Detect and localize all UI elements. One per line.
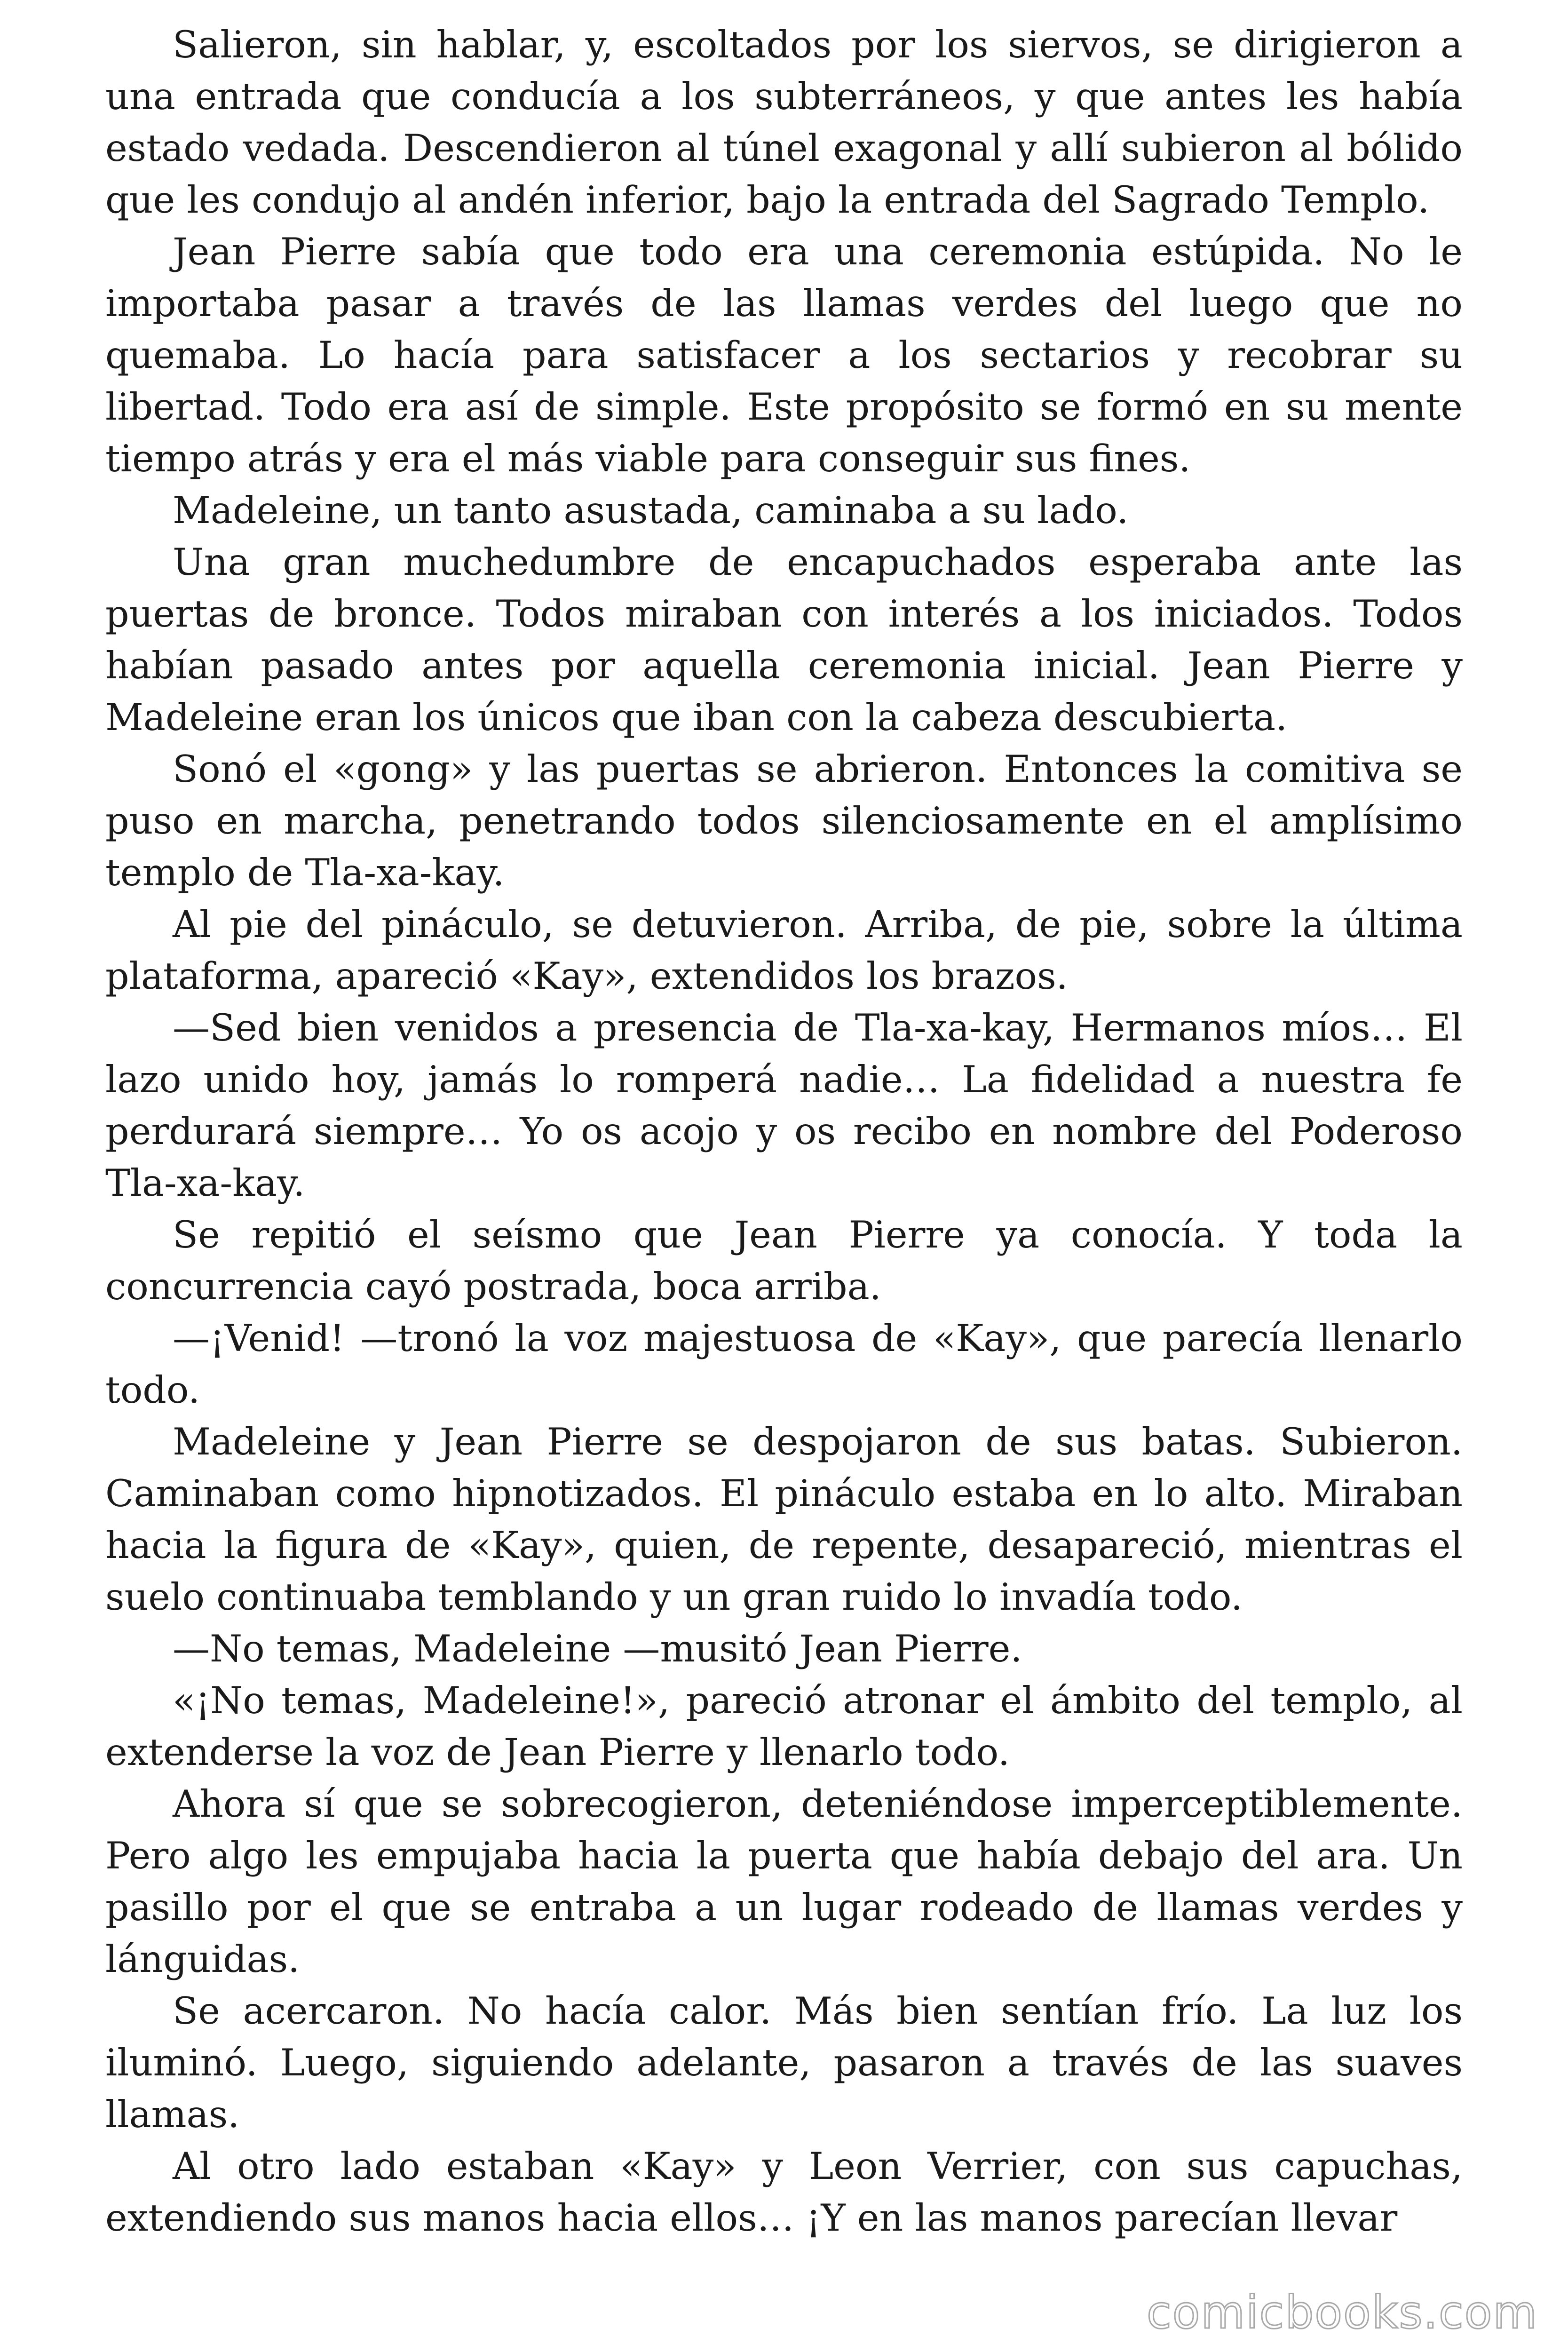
paragraph: Sonó el «gong» y las puertas se abrieron. Entonces la comitiva se puso en marcha, penetrando todos silenciosamente en el amplísimo templo de Tla-xa-kay. <box>105 747 1463 894</box>
paragraph: Se acercaron. No hacía calor. Más bien sentían frío. La luz los iluminó. Luego, siguiendo adelante, pasaron a través de las suaves llamas. <box>105 1989 1463 2136</box>
paragraph: Salieron, sin hablar, y, escoltados por los siervos, se dirigieron a una entrada que conducía a los subterráneos, y que antes les había estado vedada. Descendieron al túnel exagonal y allí subieron al bólido que les condujo al andén inferior, bajo la entrada del Sagrado Templo. <box>105 23 1463 222</box>
paragraph: Se repitió el seísmo que Jean Pierre ya conocía. Y toda la concurrencia cayó postrada, boca arriba. <box>105 1213 1463 1308</box>
paragraph: Una gran muchedumbre de encapuchados esperaba ante las puertas de bronce. Todos miraban con interés a los iniciados. Todos habían pasado antes por aquella ceremonia inicial. Jean Pierre y Madeleine eran los únicos que iban con la cabeza descubierta. <box>105 540 1463 739</box>
book-page-text <box>105 19 1463 2244</box>
watermark: comicbooks.com <box>1146 2286 1538 2339</box>
paragraph: Ahora sí que se sobrecogieron, deteniéndose imperceptiblemente. Pero algo les empujaba hacia la puerta que había debajo del ara. Un pasillo por el que se entraba a un lugar rodeado de llamas verdes y lánguidas. <box>105 1782 1463 1981</box>
paragraph: Al otro lado estaban «Kay» y Leon Verrier, con sus capuchas, extendiendo sus manos hacia ellos… ¡Y en las manos parecían llevar <box>105 2145 1463 2240</box>
paragraph: Jean Pierre sabía que todo era una ceremonia estúpida. No le importaba pasar a través de las llamas verdes del luego que no quemaba. Lo hacía para satisfacer a los sectarios y recobrar su libertad. Todo era así de simple. Este propósito se formó en su mente tiempo atrás y era el más viable para conseguir sus fines. <box>105 230 1463 480</box>
paragraph: «¡No temas, Madeleine!», pareció atronar el ámbito del templo, al extenderse la voz de Jean Pierre y llenarlo todo. <box>105 1679 1463 1774</box>
paragraph: Madeleine y Jean Pierre se despojaron de sus batas. Subieron. Caminaban como hipnotizados. El pináculo estaba en lo alto. Miraban hacia la figura de «Kay», quien, de repente, desapareció, mientras el suelo continuaba temblando y un gran ruido lo invadía todo. <box>105 1420 1463 1619</box>
paragraph: —¡Venid! —tronó la voz majestuosa de «Kay», que parecía llenarlo todo. <box>105 1317 1463 1412</box>
paragraph: —No temas, Madeleine —musitó Jean Pierre. <box>173 1627 1022 1670</box>
paragraph: —Sed bien venidos a presencia de Tla-xa-kay, Hermanos míos… El lazo unido hoy, jamás lo romperá nadie… La fidelidad a nuestra fe perdurará siempre… Yo os acojo y os recibo en nombre del Poderoso Tla-xa-kay. <box>105 1006 1463 1205</box>
paragraph: Al pie del pináculo, se detuvieron. Arriba, de pie, sobre la última plataforma, apareció «Kay», extendidos los brazos. <box>105 903 1463 998</box>
paragraph: Madeleine, un tanto asustada, caminaba a su lado. <box>173 489 1129 532</box>
